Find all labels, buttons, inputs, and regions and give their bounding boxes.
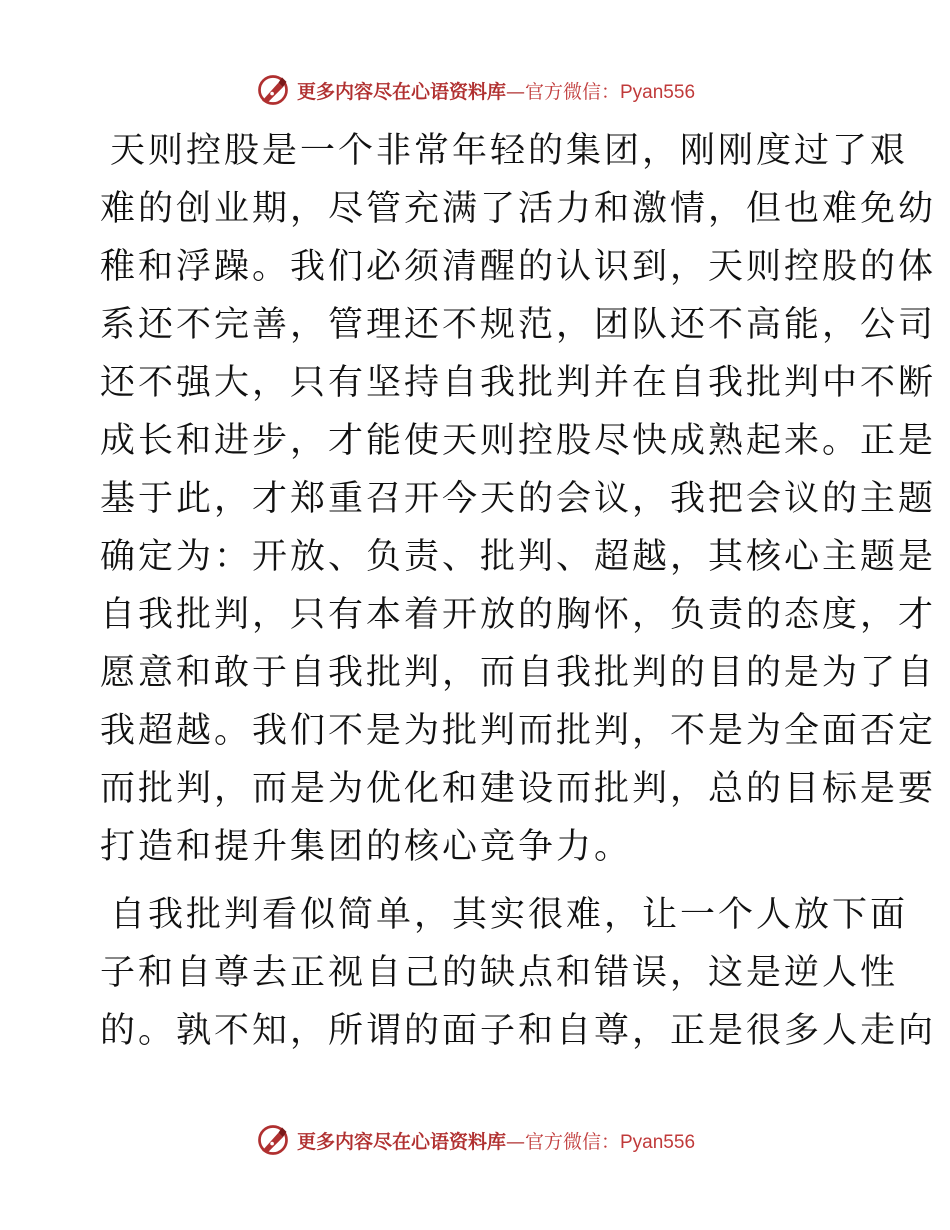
text-line: 愿意和敢于自我批判，而自我批判的目的是为了自 xyxy=(100,653,937,693)
text-line: 自我批判，只有本着开放的胸怀，负责的态度，才 xyxy=(100,595,937,635)
text-line: 我超越。我们不是为批判而批判，不是为全面否定 xyxy=(100,711,937,751)
text-line: 成长和进步，才能使天则控股尽快成熟起来。正是 xyxy=(100,421,937,461)
text-line: 难的创业期，尽管充满了活力和激情，但也难免幼 xyxy=(100,189,937,229)
watermark-text xyxy=(297,1127,695,1154)
wechat-label: 官方微信： xyxy=(524,80,620,103)
text-line: 还不强大，只有坚持自我批判并在自我批判中不断 xyxy=(100,363,937,403)
watermark-text xyxy=(297,77,695,104)
wechat-id: Pyan556 xyxy=(620,1131,696,1153)
wechat-id: Pyan556 xyxy=(620,81,696,103)
text-line: 子和自尊去正视自己的缺点和错误，这是逆人性 xyxy=(100,953,899,993)
paragraph-2 xyxy=(100,886,937,1060)
paragraph-1 xyxy=(100,122,937,876)
text-line: 自我批判看似简单，其实很难，让一个人放下面 xyxy=(110,895,909,935)
text-line: 稚和浮躁。我们必须清醒的认识到，天则控股的体 xyxy=(100,247,937,287)
text-line: 基于此，才郑重召开今天的会议，我把会议的主题 xyxy=(100,479,937,519)
document-body xyxy=(100,122,937,1070)
text-line: 而批判，而是为优化和建设而批判，总的目标是要 xyxy=(100,769,937,809)
text-line: 系还不完善，管理还不规范，团队还不高能，公司 xyxy=(100,305,937,345)
brand-text: 更多内容尽在心语资料库 xyxy=(296,80,506,103)
text-line: 确定为：开放、负责、批判、超越，其核心主题是 xyxy=(100,537,937,577)
pen-nib-logo-icon xyxy=(255,1122,291,1158)
pen-nib-logo-icon xyxy=(255,72,291,108)
text-line: 天则控股是一个非常年轻的集团，刚刚度过了艰 xyxy=(110,131,909,171)
separator: — xyxy=(505,80,525,103)
text-line: 的。孰不知，所谓的面子和自尊，正是很多人走向 xyxy=(100,1011,937,1051)
footer-watermark-banner xyxy=(0,1120,950,1160)
text-line: 打造和提升集团的核心竞争力。 xyxy=(100,827,633,867)
brand-text: 更多内容尽在心语资料库 xyxy=(296,1130,506,1153)
wechat-label: 官方微信： xyxy=(524,1130,620,1153)
separator: — xyxy=(505,1130,525,1153)
header-watermark-banner xyxy=(0,70,950,110)
